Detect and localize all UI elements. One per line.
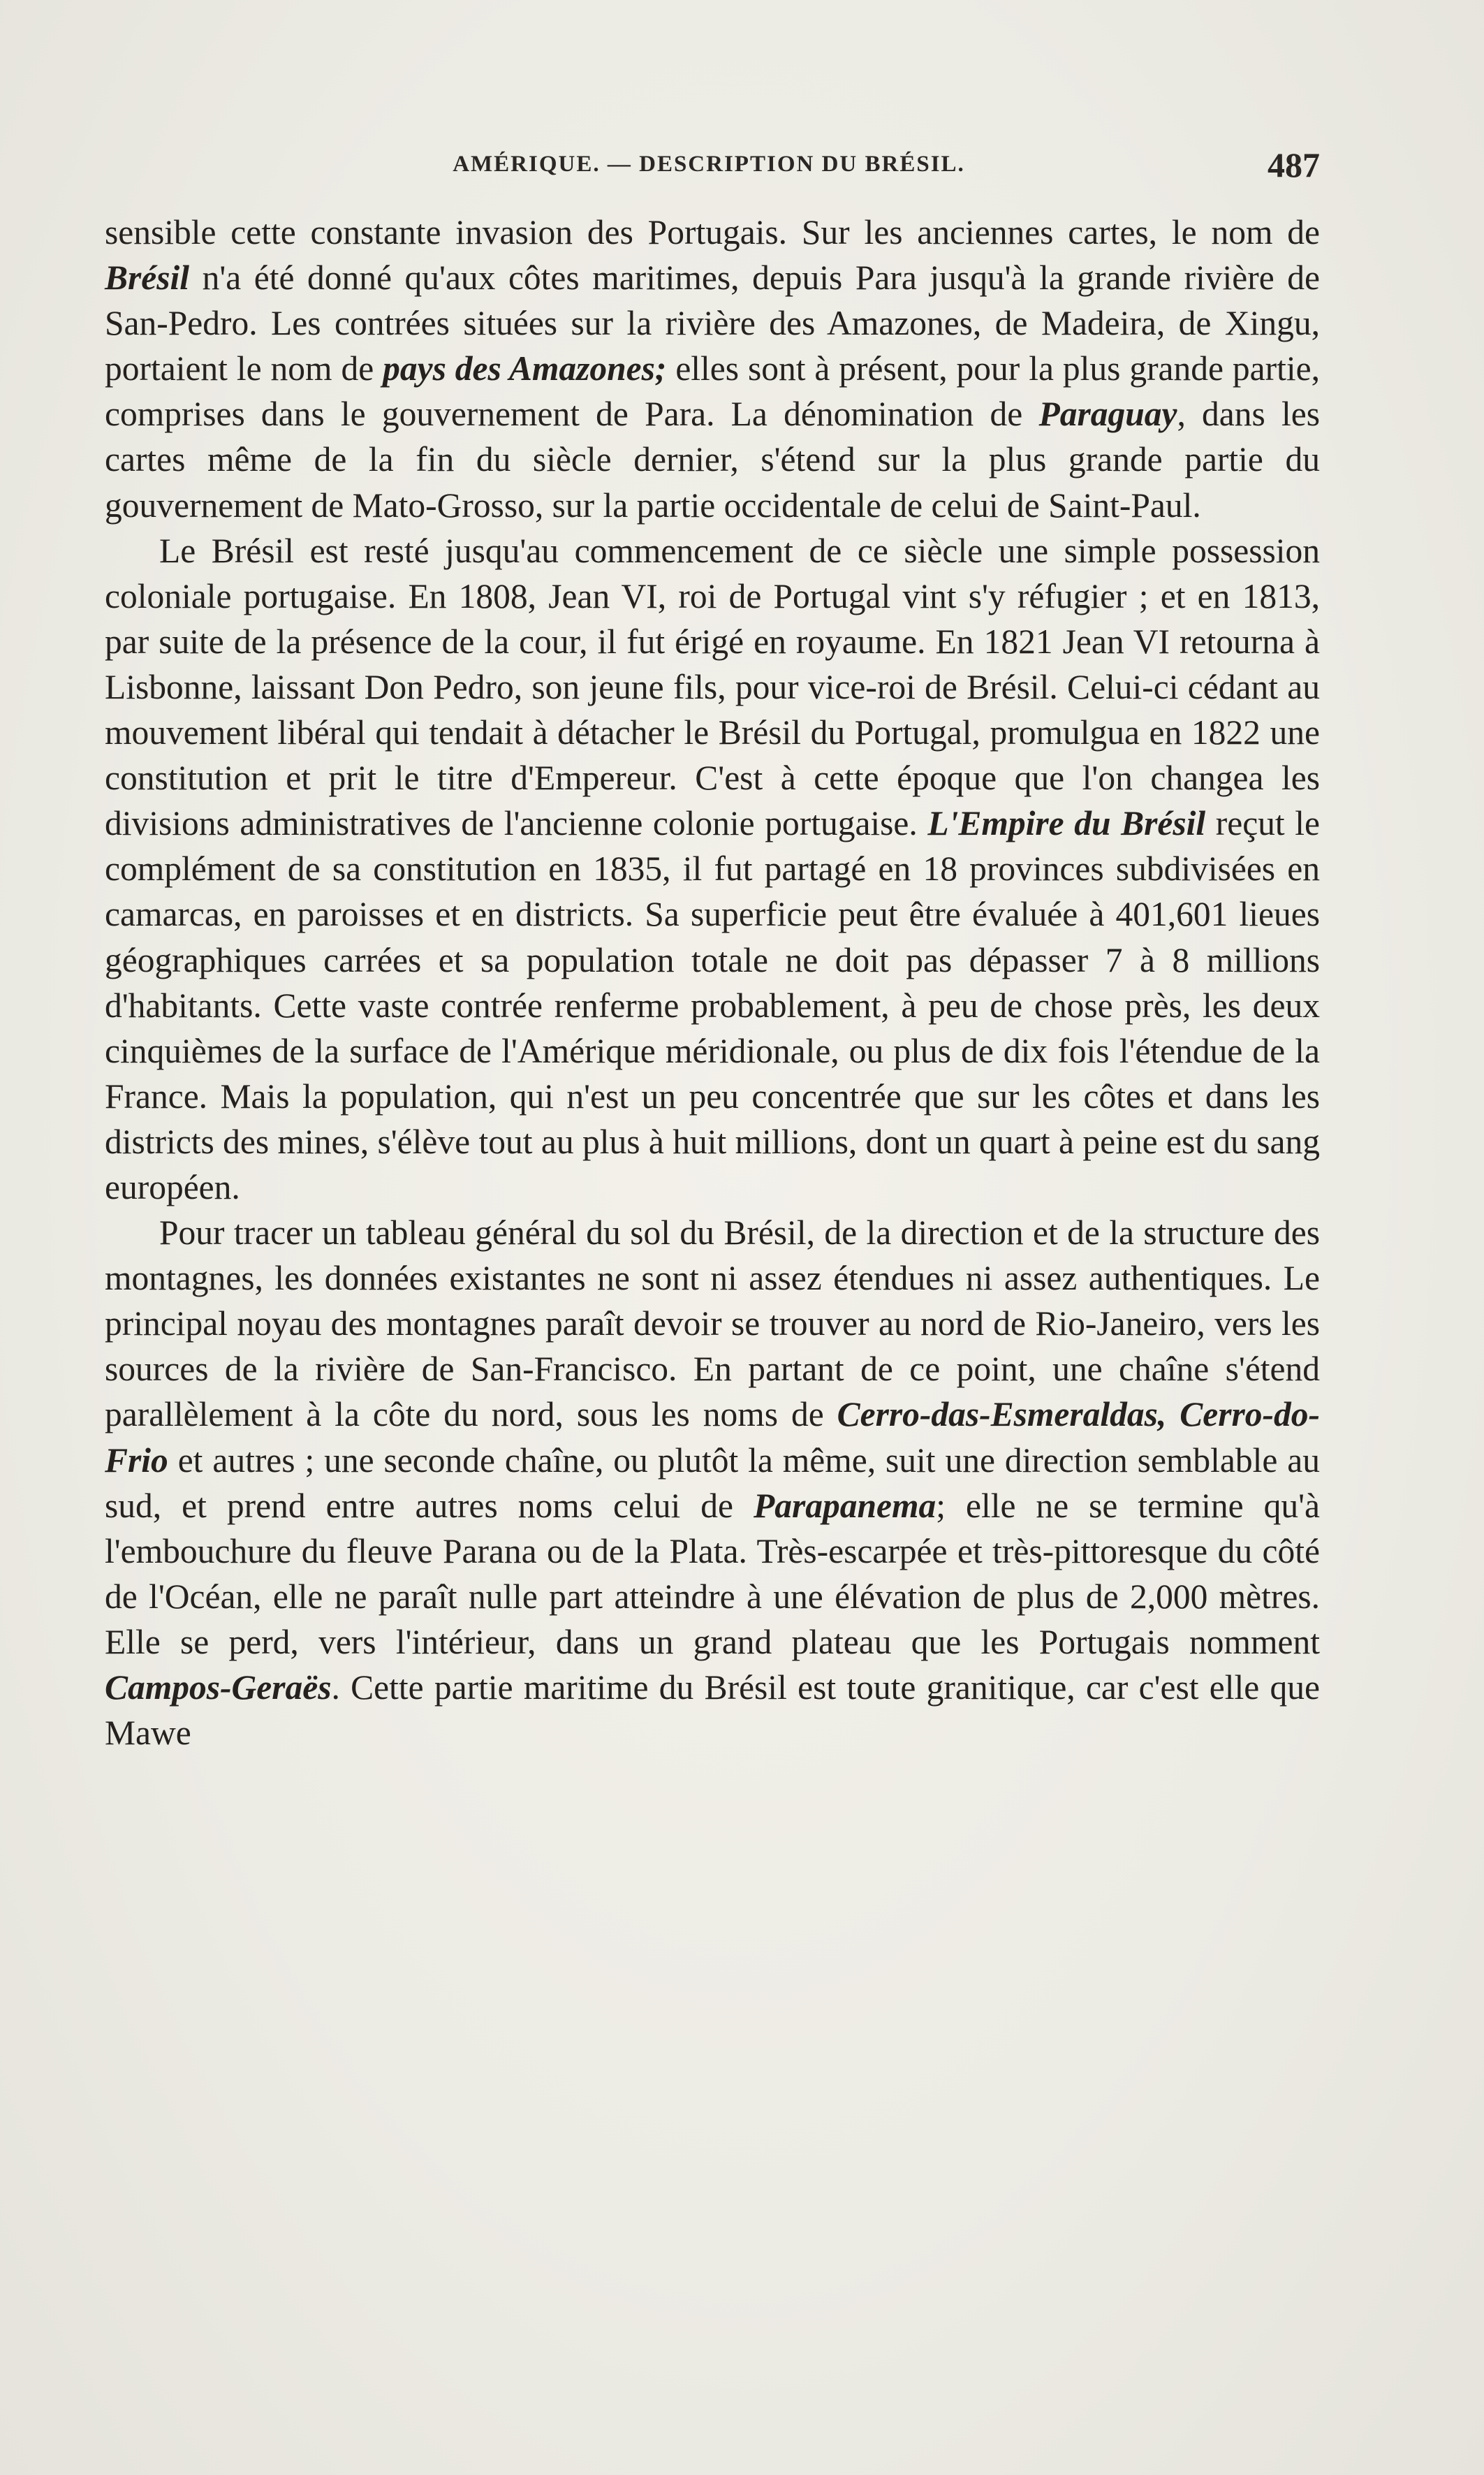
text-run: n'a été donné qu'aux côtes maritimes, depuis Para jusqu'à la grande rivière de San-Pedro. Les contrées situées sur la rivière des Amazones, de Madeira, de Xingu, portaient le nom de bbox=[105, 258, 1320, 388]
italic-text: L'Empire du Brésil bbox=[927, 804, 1206, 843]
italic-text: Campos-Geraës bbox=[105, 1668, 332, 1707]
page-header bbox=[98, 143, 1320, 192]
text-run: , dans les cartes même de la fin du siècle dernier, s'étend sur la plus grande partie du gouvernement de Mato-Grosso, sur la partie occidentale de celui de Saint-Paul. bbox=[105, 395, 1320, 525]
italic-text: Cerro-das-Esmeraldas, Cerro-do-Frio bbox=[105, 1395, 1320, 1480]
italic-text: Brésil bbox=[105, 258, 190, 298]
paragraph bbox=[105, 1210, 1320, 1755]
italic-text: Parapanema bbox=[753, 1486, 936, 1525]
text-run: et autres ; une seconde chaîne, ou plutôt la même, suit une direction semblable au sud, et prend entre autres noms celui de bbox=[105, 1440, 1320, 1525]
text-run: ; elle ne se termine qu'à l'embouchure du fleuve Parana ou de la Plata. Très-escarpée et très-pittoresque du côté de l'Océan, elle ne paraît nulle part atteindre à une élévation de plus de 2,000 mètres. Elle se perd, vers l'intérieur, dans un grand plateau que les Portugais nomment bbox=[105, 1486, 1320, 1661]
text-run: elles sont à présent, pour la plus grande partie, comprises dans le gouvernement de Para. La dénomination de bbox=[105, 349, 1320, 434]
paragraph bbox=[105, 528, 1320, 1210]
text-run: . Cette partie maritime du Brésil est toute granitique, car c'est elle que Mawe bbox=[105, 1668, 1320, 1753]
body-text bbox=[105, 210, 1320, 1755]
text-run: Pour tracer un tableau général du sol du Brésil, de la direction et de la structure des montagnes, les données existantes ne sont ni assez étendues ni assez authentiques. Le principal noyau des montagnes paraît devoir se trouver au nord de Rio-Janeiro, vers les sources de la rivière de San-Francisco. En partant de ce point, une chaîne s'étend parallèlement à la côte du nord, sous les noms de bbox=[105, 1213, 1320, 1434]
page-number: 487 bbox=[1268, 145, 1320, 184]
italic-text: pays des Amazones; bbox=[383, 349, 667, 388]
text-run: sensible cette constante invasion des Portugais. Sur les anciennes cartes, le nom de bbox=[105, 213, 1320, 251]
text-run: reçut le complément de sa constitution en 1835, il fut partagé en 18 provinces subdivisées en camarcas, en paroisses et en districts. Sa superficie peut être évaluée à 401,601 lieues géographiques carrées et sa population totale ne doit pas dépasser 7 à 8 millions d'habitants. Cette vaste contrée renferme probablement, à peu de chose près, les deux cinquièmes de la surface de l'Amérique méridionale, ou plus de dix fois l'étendue de la France. Mais la population, qui n'est un peu concentrée que sur les côtes et dans les districts des mines, s'élève tout au plus à huit millions, dont un quart à peine est du sang européen. bbox=[105, 804, 1320, 1206]
running-title: AMÉRIQUE. — DESCRIPTION DU BRÉSIL. bbox=[453, 152, 965, 177]
text-run: Le Brésil est resté jusqu'au commencement de ce siècle une simple possession coloniale portugaise. En 1808, Jean VI, roi de Portugal vint s'y réfugier ; et en 1813, par suite de la présence de la cour, il fut érigé en royaume. En 1821 Jean VI retourna à Lisbonne, laissant Don Pedro, son jeune fils, pour vice-roi de Brésil. Celui-ci cédant au mouvement libéral qui tendait à détacher le Brésil du Portugal, promulgua en 1822 une constitution et prit le titre d'Empereur. C'est à cette époque que l'on changea les divisions administratives de l'ancienne colonie portugaise. bbox=[105, 531, 1320, 843]
paragraph bbox=[105, 210, 1320, 528]
italic-text: Paraguay bbox=[1038, 395, 1177, 434]
